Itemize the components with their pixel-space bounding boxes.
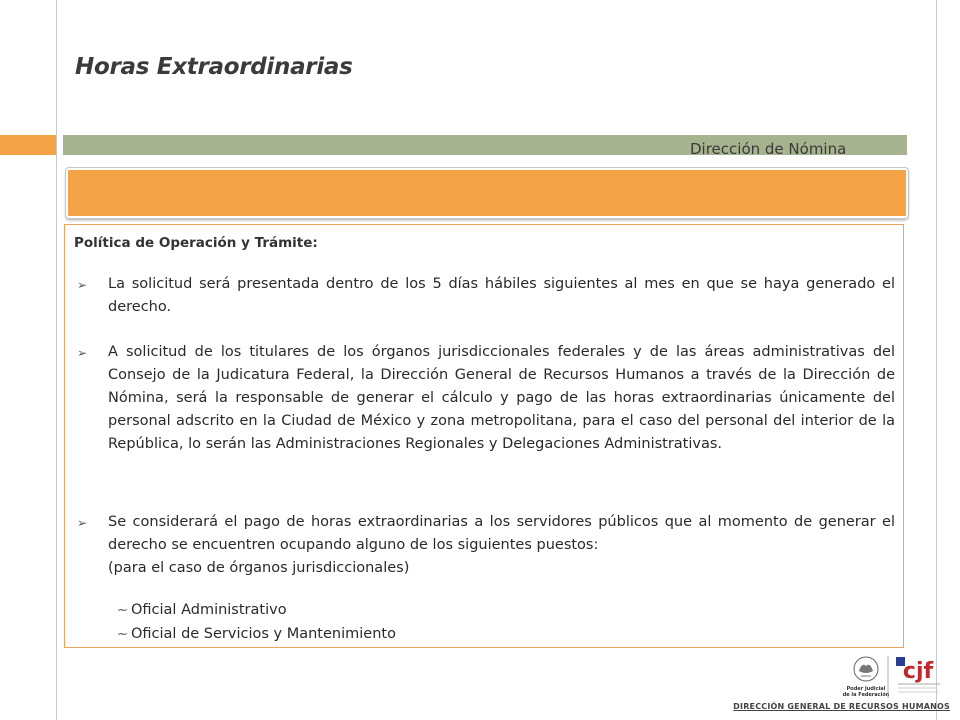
pjf-label-line1: Poder Judicial bbox=[846, 686, 886, 692]
sub-item-1 bbox=[117, 599, 287, 622]
arrow-bullet-icon: ➢ bbox=[77, 516, 88, 530]
arrow-bullet-icon: ➢ bbox=[77, 278, 88, 292]
guide-line-left bbox=[56, 0, 57, 720]
footer-department: DIRECCIÓN GENERAL DE RECURSOS HUMANOS bbox=[733, 702, 950, 711]
orange-tab-decoration bbox=[0, 135, 56, 155]
section-subtitle: Dirección de Nómina bbox=[690, 140, 847, 158]
cjf-letters: cjf bbox=[902, 659, 934, 684]
orange-banner bbox=[66, 168, 908, 218]
cjf-logo-icon bbox=[896, 657, 940, 692]
institution-logos bbox=[842, 654, 950, 700]
arrow-bullet-icon: ➢ bbox=[77, 346, 88, 360]
sub-item-text: Oficial de Servicios y Mantenimiento bbox=[131, 626, 396, 642]
bullet-text: La solicitud será presentada dentro de los 5 días hábiles siguientes al mes en que se haya generado el derecho. bbox=[108, 276, 895, 315]
bullet-item-3 bbox=[77, 511, 895, 580]
bullet-note: (para el caso de órganos jurisdiccionales) bbox=[108, 560, 410, 576]
bullet-item-1 bbox=[77, 273, 895, 319]
tilde-bullet-icon: ~ bbox=[117, 603, 128, 618]
pjf-eagle-seal-icon bbox=[854, 657, 878, 681]
tilde-bullet-icon: ~ bbox=[117, 627, 128, 642]
policy-heading: Política de Operación y Trámite: bbox=[74, 235, 318, 251]
bullet-text: Se considerará el pago de horas extraordinarias a los servidores públicos que al momento de generar el derecho se encuentren ocupando alguno de los siguientes puestos: bbox=[108, 514, 895, 553]
bullet-text: A solicitud de los titulares de los órganos jurisdiccionales federales y de las áreas administrativas del Consejo de la Judicatura Federal, la Dirección General de Recursos Humanos a través de la Dirección de Nómina, será la responsable de generar el cálculo y pago de las horas extraordinarias únicamente del personal adscrito en la Ciudad de México y zona metropolitana, para el caso del personal del interior de la República, lo serán las Administraciones Regionales y Delegaciones Administrativas. bbox=[108, 344, 895, 452]
sub-item-text: Oficial Administrativo bbox=[131, 602, 287, 618]
sub-item-2 bbox=[117, 623, 396, 646]
logos-svg bbox=[842, 654, 950, 700]
page-title: Horas Extraordinarias bbox=[75, 54, 353, 80]
bullet-item-2 bbox=[77, 341, 895, 456]
guide-line-right bbox=[936, 0, 937, 720]
pjf-label-line2: de la Federación bbox=[842, 692, 890, 698]
